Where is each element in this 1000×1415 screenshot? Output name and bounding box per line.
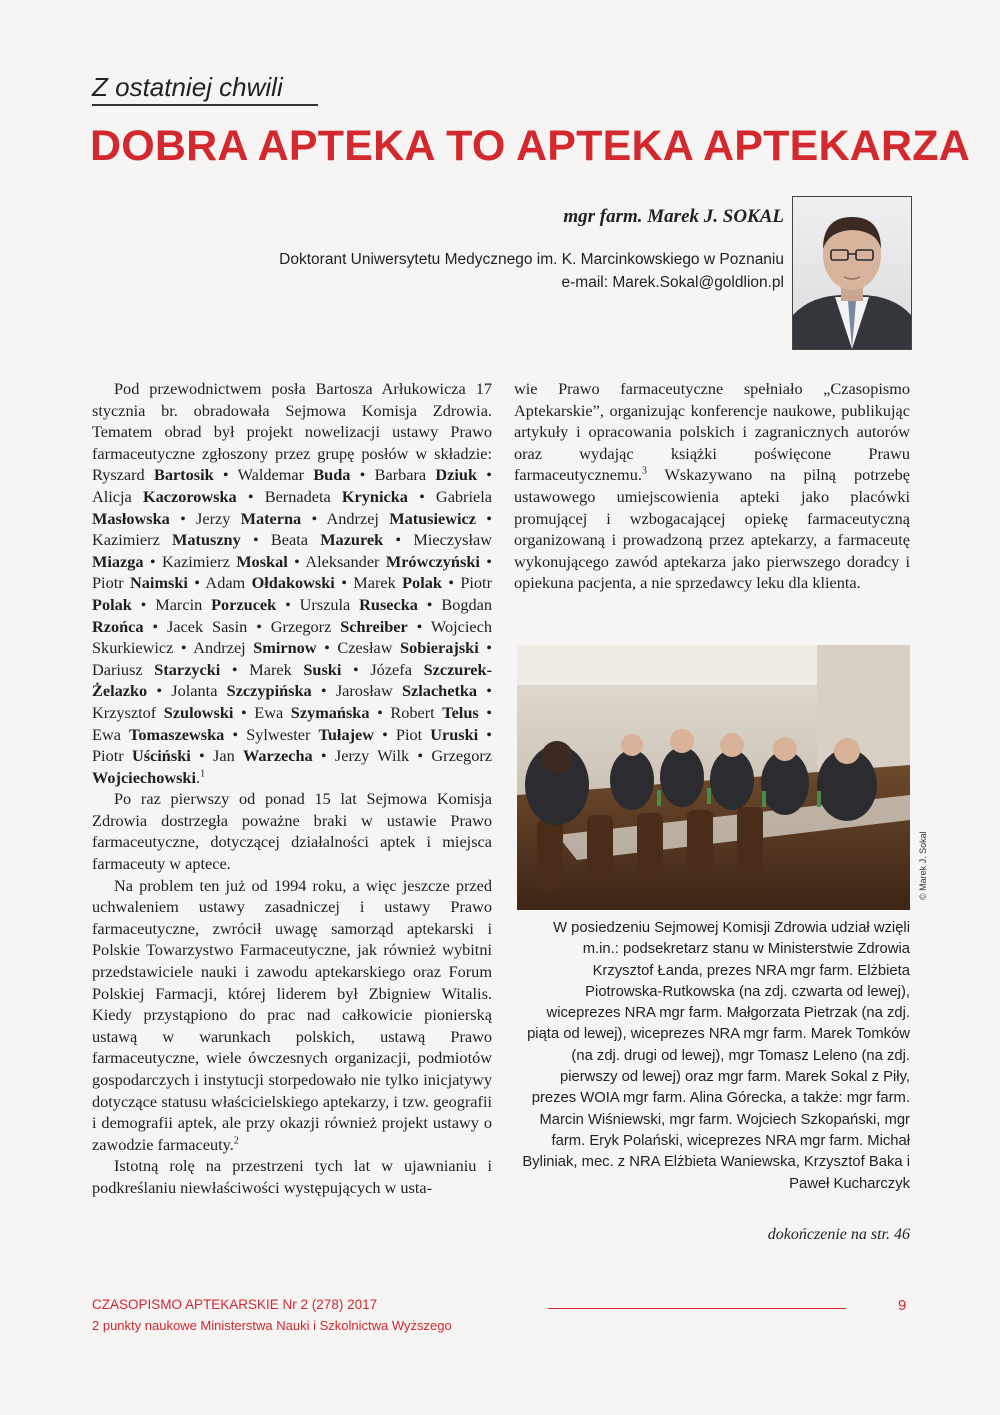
- member-surname: Polak: [92, 594, 132, 614]
- footnote-marker-2: 2: [233, 1135, 239, 1147]
- member-surname: Buda: [313, 465, 351, 485]
- continuation-note: dokończenie na str. 46: [767, 1226, 910, 1243]
- member-surname: Krynicka: [341, 486, 408, 506]
- committee-member: Piotr Naimski •: [92, 573, 200, 593]
- member-surname: Rusecka: [359, 594, 418, 614]
- member-surname: Uruski: [430, 724, 479, 744]
- paragraph-1: [92, 378, 492, 788]
- member-surname: Matuszny: [172, 530, 241, 550]
- author-email: e-mail: Marek.Sokal@goldlion.pl: [561, 274, 784, 291]
- member-surname: Starzycki: [154, 659, 221, 679]
- paragraph-1-intro: Pod przewodnictwem posła Bartosza Arłukowicza 17 stycznia br. obradowała Sejmowa Komisja Zdrowia. Tematem obrad był projekt nowelizacji ustawy Prawo farmaceutyczne zgłoszony przez grupę posłów w składzie:: [92, 379, 492, 463]
- committee-member: Barbara Dziuk •: [365, 465, 492, 485]
- committee-member: Aleksander Mrówczyński •: [299, 551, 492, 571]
- paragraph-3: [92, 875, 492, 1156]
- committee-member: Grzegorz Wojciechowski.: [92, 746, 492, 787]
- committee-member: Piot Uruski •: [387, 724, 492, 744]
- member-surname: Miazga: [92, 551, 144, 571]
- member-surname: Smirnow: [253, 638, 317, 658]
- member-surname: Wojciechowski: [92, 767, 197, 787]
- committee-member: Marcin Porzucek •: [146, 594, 291, 614]
- committee-member: Mieczysław Miazga •: [92, 530, 493, 571]
- member-surname: Masłowska: [92, 508, 170, 528]
- footnote-marker-1: 1: [200, 768, 206, 780]
- member-surname: Moskal: [236, 551, 288, 571]
- committee-member: Kazimierz Matuszny •: [92, 530, 259, 550]
- committee-member: Kazimierz Moskal •: [155, 551, 300, 571]
- committee-meeting-photo: [517, 645, 910, 910]
- committee-member: Jan Warzecha •: [204, 746, 327, 766]
- member-surname: Tułajew: [318, 724, 375, 744]
- member-surname: Porzucek: [211, 594, 277, 614]
- section-label: Z ostatniej chwili: [92, 72, 283, 102]
- committee-member: Jerzy Materna •: [185, 508, 318, 528]
- member-surname: Sobierajski: [400, 638, 479, 658]
- member-surname: Uściński: [131, 746, 191, 766]
- member-surname: Polak: [402, 573, 442, 593]
- committee-member: Sylwester Tułajew •: [238, 724, 388, 744]
- member-surname: Szlachetka: [402, 681, 478, 701]
- author-name: mgr farm. Marek J. SOKAL: [563, 206, 784, 227]
- photo-caption: W posiedzeniu Sejmowej Komisji Zdrowia udział wzięli m.in.: podsekretarz stanu w Ministerstwie Zdrowia Krzysztof Łanda, prezes NRA mgr farm. Elżbieta Piotrowska-Rutkowska (na zdj. czwarta od lewej), wiceprezes NRA mgr farm. Małgorzata Pietrzak (na zdj. piąta od lewej), wiceprezes NRA mgr farm. Marek Tomków (na zdj. drugi od lewej), mgr Tomasz Leleno (na zdj. pierwszy od lewej) oraz mgr farm. Marek Sokal z Piły, prezes WOIA mgr farm. Alina Górecka, a także: mgr farm. Marcin Wiśniewski, mgr farm. Wojciech Szkopański, mgr farm. Eryk Polański, wiceprezes NRA mgr farm. Michał Byliniak, mec. z NRA Elżbieta Waniewska, Krzysztof Baka i Paweł Kucharczyk: [522, 920, 910, 1192]
- affiliation-university: Doktorant Uniwersytetu Medycznego im. K. Marcinkowskiego w Poznaniu: [279, 251, 784, 268]
- committee-member: Marek Suski •: [237, 659, 359, 679]
- committee-member: Piotr Polak •: [92, 573, 492, 614]
- photo-credit: © Marek J. Sokal: [918, 831, 928, 900]
- member-surname: Ołdakowski: [251, 573, 335, 593]
- page-number: 9: [898, 1297, 907, 1314]
- member-surname: Szczypińska: [226, 681, 312, 701]
- committee-member: Józefa Szczurek-Żelazko •: [92, 659, 492, 701]
- member-surname: Materna: [240, 508, 302, 528]
- member-surname: Rzońca: [92, 616, 144, 636]
- member-surname: Warzecha: [243, 746, 313, 766]
- committee-member: Grzegorz Schreiber •: [261, 616, 423, 636]
- paragraph-4: Istotną rolę na przestrzeni tych lat w ujawnianiu i podkreślaniu niewłaściwości występujących w usta-: [92, 1156, 492, 1197]
- committee-members: [92, 465, 492, 786]
- member-surname: Kaczorowska: [142, 486, 237, 506]
- committee-member: Jerzy Wilk •: [326, 746, 424, 766]
- paragraph-5: [514, 378, 910, 594]
- paragraph-2: Po raz pierwszy od ponad 15 lat Sejmowa Komisja Zdrowia dostrzegła poważne braki w ustawie Prawo farmaceutyczne, dotyczącej działalności aptek i miejsca farmaceuty w aptece.: [92, 789, 492, 874]
- member-surname: Naimski: [130, 573, 188, 593]
- member-surname: Telus: [442, 702, 479, 722]
- committee-member: Jacek Sasin •: [158, 616, 262, 636]
- author-portrait: [792, 196, 912, 350]
- footer-rule: [548, 1308, 846, 1309]
- committee-member: Andrzej Smirnow •: [186, 638, 330, 658]
- member-surname: Matusiewicz: [389, 508, 477, 528]
- right-column: [514, 378, 910, 594]
- paragraph-5-part-2: Wskazywano na pilną potrzebę ustawowego umiejscowienia apteki jako placówki promującej i wzbogacającej opiekę farmaceutyczną organizowaną i prowadzoną przez aptekarzy, a farmaceutę wykonującego zawód aptekarza jako pierwszego doradcy i opiekuna pacjenta, a nie sprzedawcy leku dla klienta.: [514, 465, 910, 593]
- paragraph-5-part-1: wie Prawo farmaceutyczne spełniało „Czasopismo Aptekarskie”, organizując konferencje naukowe, publikując artykuły i opracowania polskich i zagranicznych autorów oraz wydając książki poświęcone Prawu farmaceutycznemu.: [514, 379, 910, 485]
- committee-member: Beata Mazurek •: [258, 530, 402, 550]
- committee-member: Krzysztof Szulowski •: [92, 702, 247, 722]
- member-surname: Szulowski: [163, 702, 234, 722]
- committee-member: Gabriela Masłowska •: [92, 486, 492, 528]
- committee-member: Wojciech Skurkiewicz •: [92, 616, 492, 658]
- member-surname: Mrówczyński: [385, 551, 480, 571]
- member-surname: Dziuk: [435, 465, 478, 485]
- member-surname: Bartosik: [153, 465, 214, 485]
- committee-member: Ryszard Bartosik •: [92, 465, 229, 485]
- author-affiliation: [279, 248, 784, 294]
- committee-member: Urszula Rusecka •: [290, 594, 433, 614]
- left-column: [92, 378, 492, 1199]
- committee-member: Bernadeta Krynicka •: [253, 486, 425, 506]
- committee-member: Robert Telus •: [382, 702, 492, 722]
- footer-scientific-points: 2 punkty naukowe Ministerstwa Nauki i Szkolnictwa Wyższego: [92, 1318, 452, 1333]
- member-surname: Schreiber: [340, 616, 408, 636]
- committee-member: Jarosław Szlachetka •: [326, 681, 492, 701]
- committee-member: Alicja Kaczorowska •: [92, 486, 254, 506]
- committee-member: Andrzej Matusiewicz •: [317, 508, 492, 528]
- committee-member: Marek Polak •: [346, 573, 454, 593]
- committee-member: Waldemar Buda •: [228, 465, 366, 485]
- footer-journal-title: CZASOPISMO APTEKARSKIE Nr 2 (278) 2017: [92, 1297, 378, 1312]
- committee-member: Ewa Tomaszewska •: [92, 724, 239, 744]
- member-surname: Mazurek: [320, 530, 384, 550]
- committee-member: Jolanta Szczypińska •: [162, 681, 327, 701]
- member-surname: Tomaszewska: [129, 724, 225, 744]
- committee-member: Dariusz Starzycki •: [92, 659, 238, 679]
- committee-member: Bogdan Rzońca •: [92, 594, 493, 636]
- member-surname: Suski: [303, 659, 342, 679]
- committee-member: Ewa Szymańska •: [246, 702, 383, 722]
- committee-member: Czesław Sobierajski •: [329, 638, 492, 658]
- committee-member: Piotr Uściński •: [92, 746, 205, 766]
- section-rule: [92, 104, 318, 106]
- committee-member: Adam Ołdakowski •: [199, 573, 347, 593]
- member-surname: Szczurek-Żelazko: [92, 659, 492, 701]
- paragraph-3-text: Na problem ten już od 1994 roku, a więc jeszcze przed uchwaleniem ustawy zasadniczej i ustawy Prawo farmaceutyczne, zwrócił uwagę samorząd aptekarski i Polskie Towarzystwo Farmaceutyczne, jak również wybitni przedstawiciele nauki i zawodu aptekarskiego oraz Forum Polskiej Farmacji, której liderem był Zbigniew Witalis. Kiedy przystąpiono do prac nad całkowicie pionierską ustawą w warunkach polskich, ustawą Prawo farmaceutyczne, wiele ówczesnych organizacji, podmiotów gospodarczych i instytucji storpedowało nie tylko inicjatywy dotyczące statusu właścicielskiego aptekarzy, i tzw. geografii i demografii aptek, ale przy okazji również projekt ustawy o zawodzie farmaceuty.: [92, 875, 492, 1154]
- headline: DOBRA APTEKA TO APTEKA APTEKARZA: [90, 122, 970, 170]
- footnote-marker-3: 3: [641, 465, 647, 477]
- member-surname: Szymańska: [290, 702, 370, 722]
